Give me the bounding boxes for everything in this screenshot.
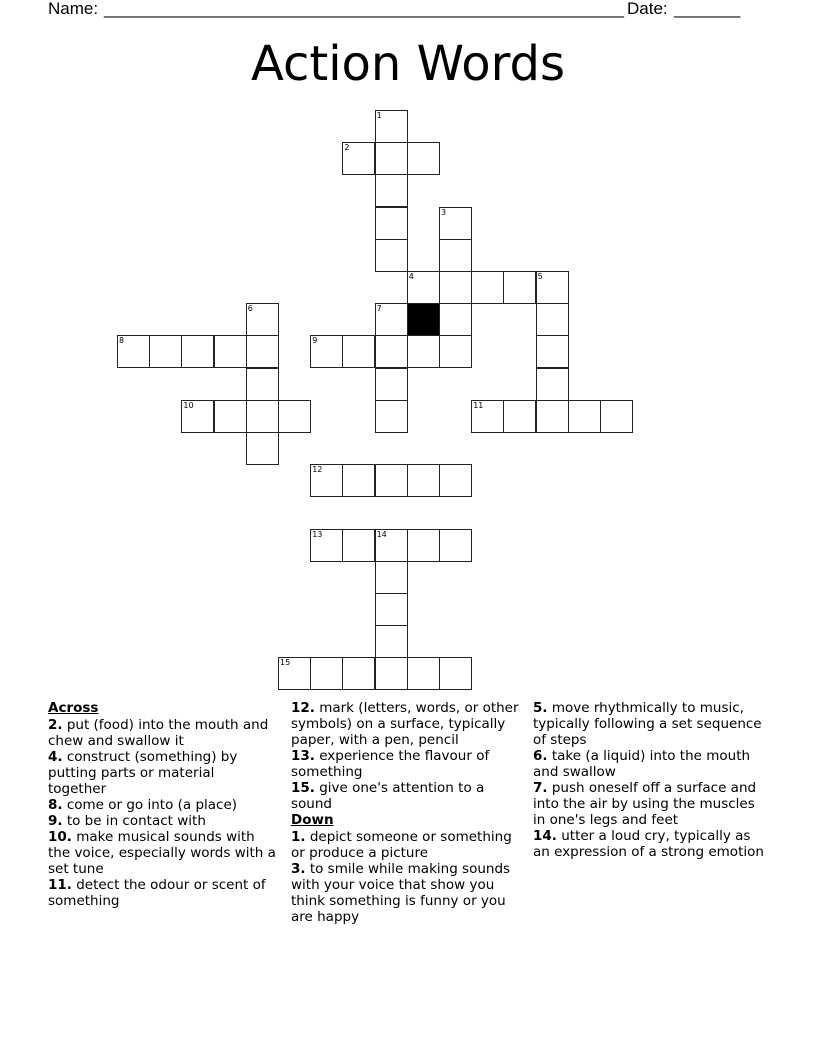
down-clue-1 bbox=[291, 829, 521, 861]
down-clue-14 bbox=[533, 828, 766, 860]
clue-number: 11. bbox=[48, 877, 72, 893]
clue-number: 15. bbox=[291, 780, 315, 796]
clue-text: experience the flavour of something bbox=[291, 748, 490, 780]
clue-text: utter a loud cry, typically as an expression of a strong emotion bbox=[533, 828, 764, 860]
grid-cell[interactable] bbox=[536, 303, 569, 336]
grid-cell[interactable] bbox=[375, 593, 408, 626]
clue-text: depict someone or something or produce a picture bbox=[291, 829, 512, 861]
grid-cell[interactable] bbox=[439, 335, 472, 368]
grid-cell[interactable] bbox=[278, 400, 311, 433]
clue-text: take (a liquid) into the mouth and swallow bbox=[533, 748, 751, 780]
grid-cell[interactable] bbox=[342, 464, 375, 497]
cell-number: 15 bbox=[280, 658, 291, 668]
grid-cell[interactable] bbox=[149, 335, 182, 368]
cell-number: 8 bbox=[119, 336, 125, 346]
grid-cell[interactable] bbox=[568, 400, 601, 433]
clue-text: construct (something) by putting parts or material together bbox=[48, 749, 238, 797]
grid-cell[interactable] bbox=[342, 335, 375, 368]
grid-cell[interactable] bbox=[407, 464, 440, 497]
page-title: Action Words bbox=[251, 36, 565, 92]
across-heading: Across bbox=[48, 700, 99, 716]
clue-text: move rhythmically to music, typically following a set sequence of steps bbox=[533, 700, 762, 748]
grid-cell[interactable] bbox=[439, 657, 472, 690]
date-label: Date: bbox=[627, 0, 668, 18]
down-clue-6 bbox=[533, 748, 766, 780]
clue-text: to smile while making sounds with your voice that show you think something is funny or you are happy bbox=[291, 861, 511, 925]
grid-cell[interactable] bbox=[375, 239, 408, 272]
grid-cell[interactable] bbox=[600, 400, 633, 433]
grid-cell[interactable] bbox=[342, 657, 375, 690]
grid-cell[interactable] bbox=[439, 207, 472, 240]
grid-cell[interactable] bbox=[310, 657, 343, 690]
grid-cell[interactable] bbox=[375, 529, 408, 562]
grid-cell[interactable] bbox=[181, 335, 214, 368]
cell-number: 5 bbox=[537, 272, 543, 281]
grid-cell[interactable] bbox=[503, 271, 536, 304]
grid-cell[interactable] bbox=[375, 464, 408, 497]
clue-number: 10. bbox=[48, 829, 72, 845]
across-clue-10 bbox=[48, 829, 276, 877]
grid-cell[interactable] bbox=[439, 271, 472, 304]
grid-cell[interactable] bbox=[536, 271, 569, 304]
clue-number: 6. bbox=[533, 748, 548, 764]
clue-number: 8. bbox=[48, 797, 63, 813]
clue-number: 12. bbox=[291, 700, 315, 716]
clue-text: come or go into (a place) bbox=[62, 797, 238, 813]
grid-cell[interactable] bbox=[375, 368, 408, 401]
grid-cell[interactable] bbox=[375, 142, 408, 175]
grid-cell[interactable] bbox=[407, 271, 440, 304]
grid-cell[interactable] bbox=[407, 142, 440, 175]
clues-column-3 bbox=[533, 700, 766, 860]
clues-column-1 bbox=[48, 700, 276, 909]
grid-cell[interactable] bbox=[214, 335, 247, 368]
clue-text: make musical sounds with the voice, especially words with a set tune bbox=[48, 829, 276, 877]
across-clue-4 bbox=[48, 749, 276, 797]
cell-number: 2 bbox=[344, 143, 350, 153]
grid-cell[interactable] bbox=[310, 464, 343, 497]
grid-cell[interactable] bbox=[375, 207, 408, 240]
grid-cell[interactable] bbox=[439, 529, 472, 562]
grid-cell[interactable] bbox=[439, 303, 472, 336]
cell-number: 6 bbox=[247, 304, 253, 314]
grid-cell[interactable] bbox=[471, 271, 504, 304]
down-heading: Down bbox=[291, 812, 334, 828]
across-clue-13 bbox=[291, 748, 521, 780]
down-clue-5 bbox=[533, 700, 766, 748]
cell-number: 11 bbox=[473, 400, 484, 410]
grid-cell[interactable] bbox=[439, 239, 472, 272]
clue-number: 9. bbox=[48, 813, 63, 829]
grid-cell[interactable] bbox=[536, 400, 569, 433]
across-clue-15 bbox=[291, 780, 521, 812]
cell-number: 4 bbox=[408, 272, 414, 281]
grid-cell[interactable] bbox=[375, 335, 408, 368]
across-clue-11 bbox=[48, 877, 276, 909]
grid-cell[interactable] bbox=[375, 657, 408, 690]
grid-cell[interactable] bbox=[181, 400, 214, 433]
grid-cell[interactable] bbox=[278, 657, 311, 690]
grid-cell[interactable] bbox=[471, 400, 504, 433]
grid-cell[interactable] bbox=[536, 368, 569, 401]
grid-cell[interactable] bbox=[117, 335, 150, 368]
clue-number: 3. bbox=[291, 861, 306, 877]
grid-cell[interactable] bbox=[246, 432, 279, 465]
grid-cell[interactable] bbox=[407, 335, 440, 368]
cell-number: 3 bbox=[441, 207, 447, 217]
cell-number: 1 bbox=[376, 111, 382, 120]
clue-text: detect the odour or scent of something bbox=[48, 877, 266, 909]
clue-number: 13. bbox=[291, 748, 315, 764]
cell-number: 12 bbox=[312, 465, 323, 475]
grid-cell[interactable] bbox=[214, 400, 247, 433]
down-clue-7 bbox=[533, 780, 766, 828]
clue-text: to be in contact with bbox=[62, 813, 206, 829]
name-field[interactable]: _______________________________________________________ bbox=[104, 0, 625, 18]
cell-number: 14 bbox=[376, 529, 387, 539]
grid-cell[interactable] bbox=[375, 174, 408, 207]
black-cell bbox=[407, 303, 440, 336]
grid-cell[interactable] bbox=[407, 657, 440, 690]
across-clue-2 bbox=[48, 717, 276, 749]
grid-cell[interactable] bbox=[310, 335, 343, 368]
grid-cell[interactable] bbox=[407, 529, 440, 562]
clue-number: 14. bbox=[533, 828, 557, 844]
cell-number: 13 bbox=[312, 529, 323, 539]
clue-text: give one's attention to a sound bbox=[291, 780, 485, 812]
clues-section bbox=[48, 700, 778, 1000]
clue-number: 4. bbox=[48, 749, 63, 765]
grid-cell[interactable] bbox=[375, 110, 408, 143]
clue-number: 7. bbox=[533, 780, 548, 796]
down-clue-3 bbox=[291, 861, 521, 925]
grid-cell[interactable] bbox=[375, 400, 408, 433]
grid-cell[interactable] bbox=[375, 625, 408, 658]
cell-number: 7 bbox=[376, 304, 382, 314]
grid-cell[interactable] bbox=[246, 368, 279, 401]
grid-cell[interactable] bbox=[246, 303, 279, 336]
date-field[interactable]: _______ bbox=[674, 0, 741, 18]
grid-cell[interactable] bbox=[342, 142, 375, 175]
clue-number: 1. bbox=[291, 829, 306, 845]
grid-cell[interactable] bbox=[375, 561, 408, 594]
clue-text: put (food) into the mouth and chew and swallow it bbox=[48, 717, 269, 749]
clue-number: 2. bbox=[48, 717, 63, 733]
grid-cell[interactable] bbox=[246, 400, 279, 433]
cell-number: 10 bbox=[183, 400, 194, 410]
clue-text: push oneself off a surface and into the air by using the muscles in one's legs and feet bbox=[533, 780, 757, 828]
clues-column-2 bbox=[291, 700, 521, 925]
cell-number: 9 bbox=[312, 336, 318, 346]
grid-cell[interactable] bbox=[246, 335, 279, 368]
grid-cell[interactable] bbox=[375, 303, 408, 336]
grid-cell[interactable] bbox=[310, 529, 343, 562]
across-clue-8 bbox=[48, 797, 276, 813]
across-clue-12 bbox=[291, 700, 521, 748]
name-label: Name: bbox=[48, 0, 99, 18]
grid-cell[interactable] bbox=[503, 400, 536, 433]
grid-cell[interactable] bbox=[439, 464, 472, 497]
across-clue-9 bbox=[48, 813, 276, 829]
grid-cell[interactable] bbox=[342, 529, 375, 562]
clue-text: mark (letters, words, or other symbols) on a surface, typically paper, with a pen, pencil bbox=[291, 700, 519, 748]
clue-number: 5. bbox=[533, 700, 548, 716]
grid-cell[interactable] bbox=[536, 335, 569, 368]
